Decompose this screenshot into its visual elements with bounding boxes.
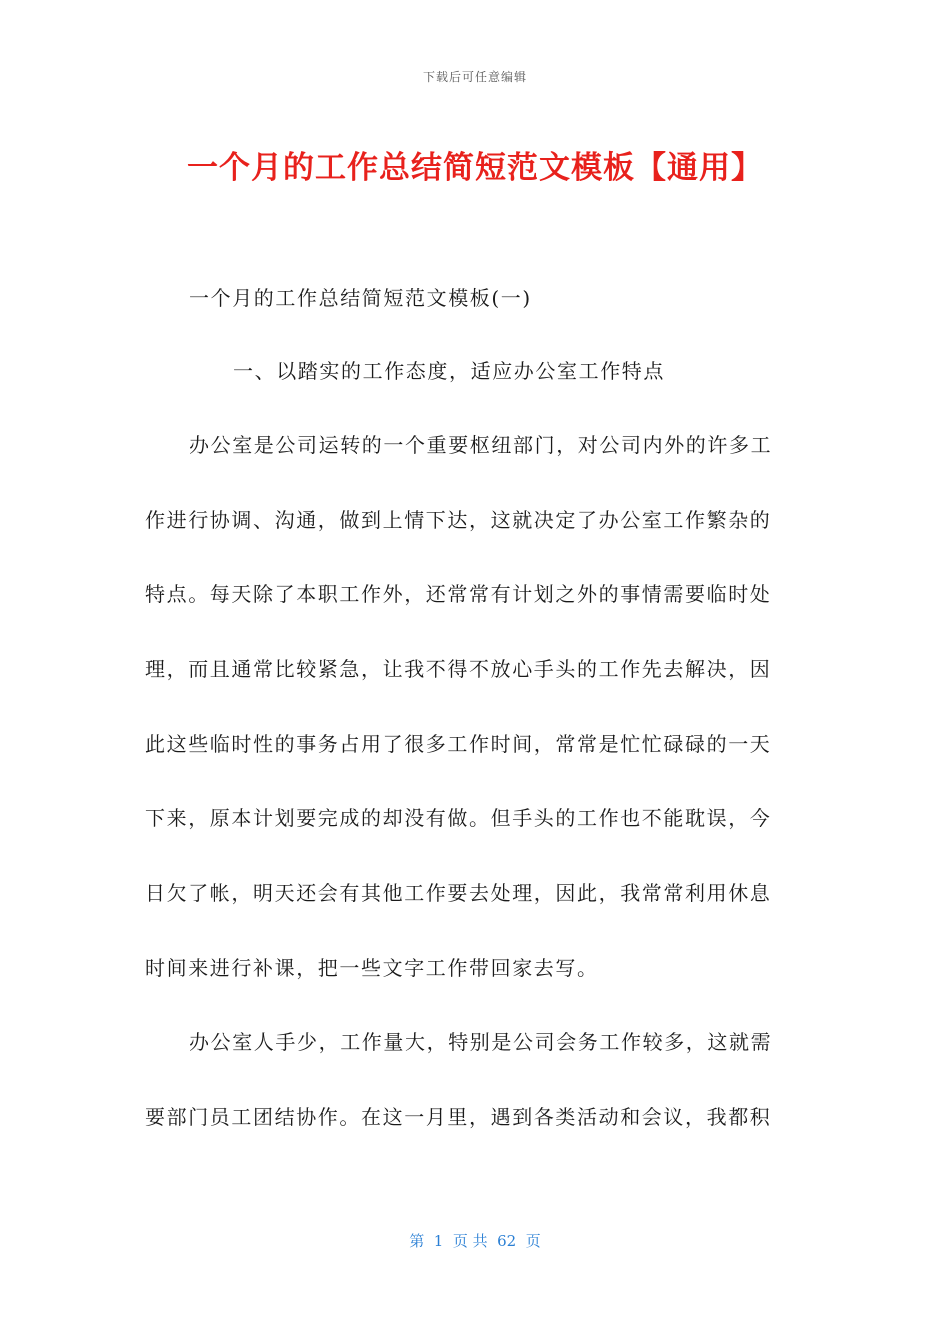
paragraph-line: 特点。每天除了本职工作外，还常常有计划之外的事情需要临时处 xyxy=(145,582,772,606)
paragraph-line: 下来，原本计划要完成的却没有做。但手头的工作也不能耽误，今 xyxy=(145,806,772,830)
section-heading: 一个月的工作总结简短范文模板(一) xyxy=(189,286,532,310)
paragraph-line: 办公室是公司运转的一个重要枢纽部门，对公司内外的许多工 xyxy=(189,433,773,457)
paragraph-line: 理，而且通常比较紧急，让我不得不放心手头的工作先去解决，因 xyxy=(145,657,772,681)
paragraph-line: 要部门员工团结协作。在这一月里，遇到各类活动和会议，我都积 xyxy=(145,1105,772,1129)
header-note: 下载后可任意编辑 xyxy=(422,70,527,84)
paragraph-line: 办公室人手少，工作量大，特别是公司会务工作较多，这就需 xyxy=(189,1030,773,1054)
document-title: 一个月的工作总结简短范文模板【通用】 xyxy=(187,150,763,186)
paragraph-line: 时间来进行补课，把一些文字工作带回家去写。 xyxy=(145,956,599,980)
paragraph-line: 此这些临时性的事务占用了很多工作时间，常常是忙忙碌碌的一天 xyxy=(145,732,772,756)
subsection-heading: 一、以踏实的工作态度，适应办公室工作特点 xyxy=(233,359,665,383)
paragraph-line: 作进行协调、沟通，做到上情下达，这就决定了办公室工作繁杂的 xyxy=(145,508,772,532)
paragraph-line: 日欠了帐，明天还会有其他工作要去处理，因此，我常常利用休息 xyxy=(145,881,772,905)
page-number-footer: 第 1 页 共 62 页 xyxy=(409,1232,541,1250)
